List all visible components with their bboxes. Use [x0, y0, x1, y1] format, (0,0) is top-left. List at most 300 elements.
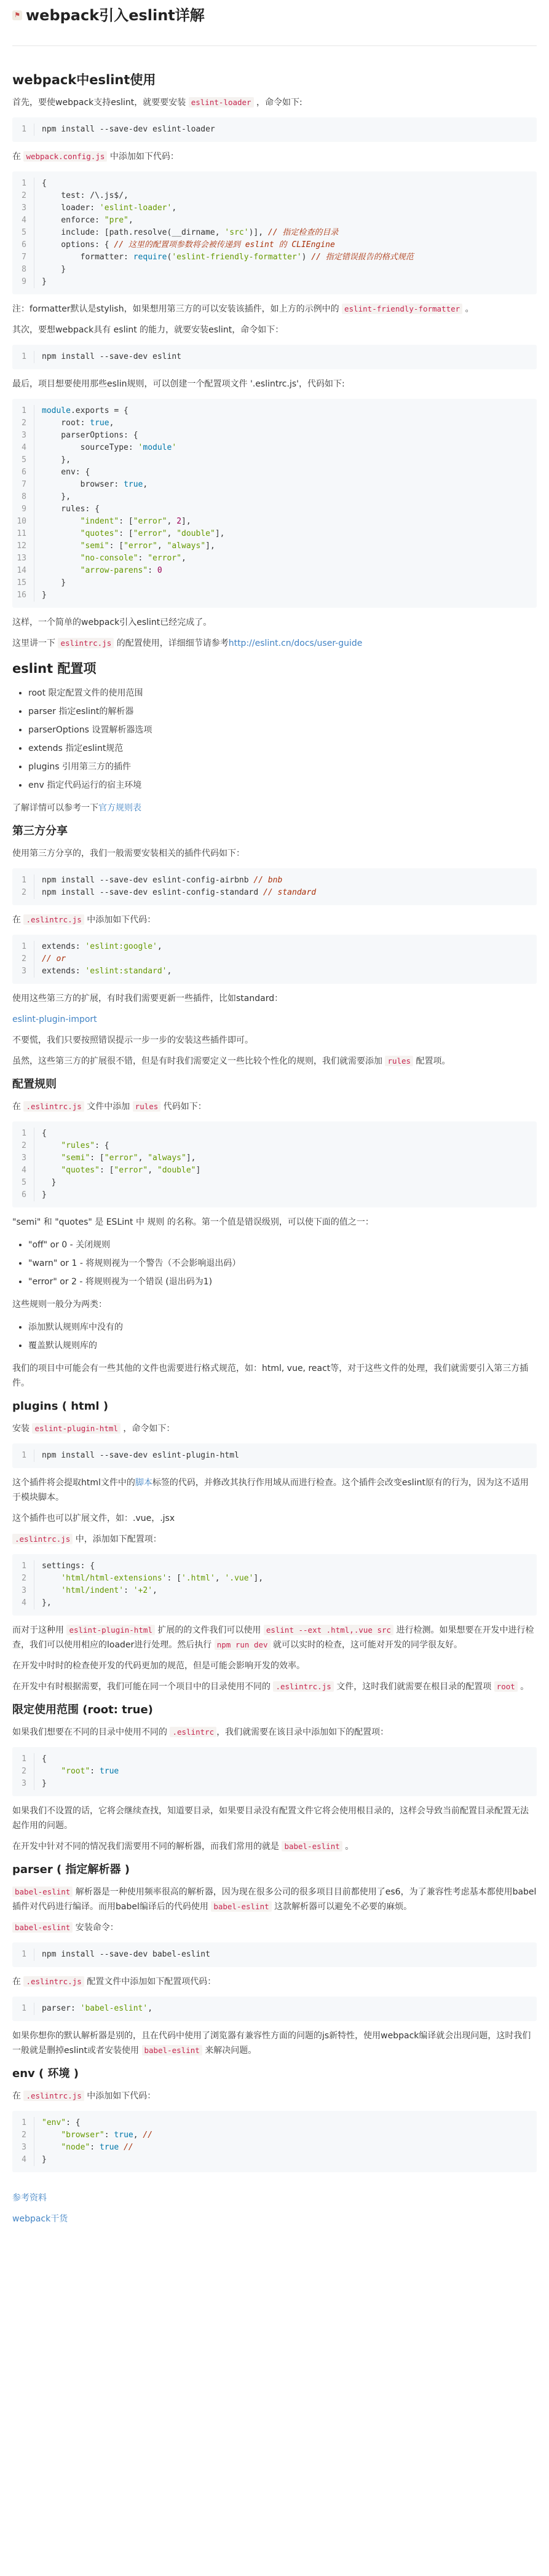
inline-code: .eslintrc	[170, 1727, 216, 1737]
code-text: settings: {	[42, 1561, 95, 1571]
inline-code: rules	[133, 1101, 161, 1112]
text: 在	[12, 152, 24, 162]
code-line	[12, 1164, 537, 1177]
code-text: test: /\.js$/,	[42, 191, 128, 200]
code-text: {	[42, 1129, 47, 1138]
line-number: 10	[12, 516, 34, 528]
code-line	[12, 239, 537, 251]
line-number: 4	[12, 1164, 34, 1177]
doc-icon: ⚑	[12, 10, 22, 20]
code-line	[12, 2003, 537, 2015]
inline-code: eslint-plugin-html	[32, 1423, 120, 1434]
code-text: 'html/indent': '+2',	[61, 1586, 157, 1595]
inline-code: babel-eslint	[282, 1841, 342, 1852]
paragraph-1	[12, 95, 537, 110]
code-text: }	[42, 591, 47, 600]
line-number: 14	[12, 565, 34, 577]
article-header	[12, 0, 537, 31]
text: 来解决问题。	[202, 2046, 257, 2056]
code-line	[12, 1189, 537, 1201]
text: 配置文件中添加如下配置项代码：	[84, 1977, 216, 1987]
line-number: 2	[12, 1573, 34, 1585]
inline-code: webpack.config.js	[23, 151, 107, 162]
line-number: 11	[12, 528, 34, 540]
line-number: 16	[12, 589, 34, 602]
code-text: }	[42, 2155, 47, 2164]
text: ，命令如下:	[253, 98, 302, 108]
line-number: 6	[12, 239, 34, 251]
line-number: 15	[12, 577, 34, 589]
text: 。	[462, 304, 474, 314]
text: 在	[12, 1102, 24, 1112]
webpack-tips-link[interactable]: webpack干货	[12, 2214, 68, 2224]
code-text: "indent": ["error", 2],	[80, 517, 191, 526]
line-number: 2	[12, 190, 34, 202]
code-text: loader: 'eslint-loader',	[42, 203, 177, 213]
code-text: "semi": ["error", "always"],	[61, 1153, 196, 1163]
code-text: "env": {	[42, 2118, 81, 2127]
paragraph-16: 这些规则一般分为两类：	[12, 1300, 107, 1310]
section-env-heading: env ( 环境 )	[12, 2067, 79, 2080]
list-item: • env 指定代码运行的宿主环境	[28, 776, 537, 795]
code-text: env: {	[42, 468, 90, 477]
code-text: "quotes": ["error", "double"]	[61, 1166, 201, 1175]
line-number: 3	[12, 1585, 34, 1597]
code-text: "root": true	[61, 1767, 119, 1776]
eslint-docs-link[interactable]: http://eslint.cn/docs/user-guide	[228, 638, 363, 648]
code-line	[12, 552, 537, 565]
text: 这款解析器可以避免不必要的麻烦。	[271, 1902, 413, 1912]
line-number: 4	[12, 1597, 34, 1609]
text: 在	[12, 2091, 24, 2101]
code-line	[12, 227, 537, 239]
section-rules-heading: 配置规则	[12, 1078, 57, 1091]
code-line	[12, 503, 537, 516]
paragraph-21	[12, 1532, 537, 1547]
line-number: 6	[12, 466, 34, 479]
line-number: 2	[12, 887, 34, 899]
code-text: "rules": {	[61, 1141, 109, 1150]
script-link[interactable]: 脚本	[135, 1478, 152, 1488]
section-root-heading: 限定使用范围 (root: true)	[12, 1703, 153, 1716]
paragraph-8	[12, 801, 537, 815]
code-text: npm install --save-dev eslint	[42, 352, 181, 361]
footer-link-webpack	[12, 2212, 537, 2226]
line-number: 5	[12, 454, 34, 466]
code-text: module.exports = {	[42, 406, 128, 415]
inline-code: babel-eslint	[211, 1901, 271, 1912]
list-item: • extends 指定eslint规范	[28, 739, 537, 758]
line-number: 3	[12, 2142, 34, 2154]
code-line	[12, 528, 537, 540]
list-item: • plugins 引用第三方的插件	[28, 758, 537, 776]
paragraph-12: 不要慌，我们只要按照错误提示一步一步的安装这些插件即可。	[12, 1035, 253, 1045]
inline-code: root	[494, 1681, 518, 1692]
inline-code: babel-eslint	[12, 1922, 73, 1933]
text: 如果我们想要在不同的目录中使用不同的	[12, 1727, 170, 1737]
paragraph-26: 如果我们不设置的话，它将会继续查找，知道要目录，如果要目录没有配置文件它将会使用根目录的，这样会导致当前配置目录配置无法起作用的问题。	[12, 1806, 529, 1831]
code-line	[12, 2129, 537, 2142]
list-item: • parserOptions 设置解析器选项	[28, 721, 537, 739]
inline-code: babel-eslint	[142, 2045, 202, 2056]
code-line	[12, 2154, 537, 2166]
code-line	[12, 516, 537, 528]
code-text: rules: {	[42, 505, 100, 514]
code-line	[12, 454, 537, 466]
text: 配置项。	[413, 1056, 451, 1066]
spacer	[12, 2180, 537, 2185]
paragraph-10	[12, 913, 537, 927]
text: 首先，要使webpack支持eslint，就要要安装	[12, 98, 189, 108]
code-block-eslintrc	[12, 399, 537, 608]
code-text: }	[42, 265, 66, 274]
inline-code: .eslintrc.js	[23, 1976, 84, 1987]
text: 安装命令：	[73, 1923, 119, 1933]
code-line	[12, 565, 537, 577]
code-block-rules	[12, 1121, 537, 1208]
line-number: 12	[12, 540, 34, 552]
code-line	[12, 941, 537, 953]
line-number: 1	[12, 1753, 34, 1765]
line-number: 2	[12, 953, 34, 965]
article-title: webpack引入eslint详解	[26, 7, 205, 24]
code-line	[12, 276, 537, 288]
line-number: 7	[12, 251, 34, 264]
levels-list	[28, 1236, 537, 1291]
inline-code: npm run dev	[215, 1639, 271, 1650]
line-number: 3	[12, 1778, 34, 1790]
code-line	[12, 405, 537, 417]
list-item: • "off" or 0 - 关闭规则	[28, 1236, 537, 1254]
line-number: 13	[12, 552, 34, 565]
paragraph-3	[12, 302, 537, 316]
code-text: npm install --save-dev eslint-config-standard // standard	[42, 888, 317, 897]
code-line	[12, 178, 537, 190]
inline-code: .eslintrc.js	[23, 1101, 84, 1112]
code-text: },	[42, 455, 71, 465]
code-text: root: true,	[42, 418, 114, 428]
inline-code: babel-eslint	[12, 1887, 73, 1897]
code-line	[12, 1765, 537, 1778]
code-line	[12, 1560, 537, 1573]
paragraph-23: 在开发中时时的检查使开发的代码更加的规范，但是可能会影响开发的效率。	[12, 1661, 305, 1671]
line-number: 9	[12, 503, 34, 516]
code-text: sourceType: 'module'	[42, 443, 177, 452]
code-block-cmd2	[12, 345, 537, 369]
code-text: 'html/html-extensions': ['.html', '.vue'],	[61, 1574, 264, 1583]
list-item: • root 限定配置文件的使用范围	[28, 684, 537, 702]
code-text: },	[42, 492, 71, 501]
paragraph-4: 其次，要想webpack具有 eslint 的能力，就要安装eslint，命令如下：	[12, 325, 284, 335]
code-text: npm install --save-dev eslint-loader	[42, 125, 215, 134]
paragraph-5: 最后，项目想要使用那些eslin规则，可以创建一个配置项文件 '.eslintrc.js'，代码如下:	[12, 379, 345, 389]
rules-table-link[interactable]: 官方规则表	[98, 803, 141, 813]
code-block-extends	[12, 935, 537, 984]
text: 。	[517, 1682, 529, 1692]
code-line	[12, 1778, 537, 1790]
inline-code: .eslintrc.js	[23, 914, 84, 925]
code-block-root	[12, 1747, 537, 1796]
code-block-airbnb	[12, 868, 537, 905]
text: 文件，这时我们就需要在根目录的配置项	[333, 1682, 494, 1692]
code-line	[12, 190, 537, 202]
text: 而对于这种用	[12, 1625, 67, 1635]
paragraph-9: 使用第三方分享的，我们一般需要安装相关的插件代码如下：	[12, 849, 245, 858]
eslint-plugin-import-link[interactable]: eslint-plugin-import	[12, 1015, 97, 1024]
text: 进行检测。如果想要在开发中进行检查，我们可以使用相应的loader进行处理。然后执行	[12, 1625, 534, 1650]
code-line	[12, 479, 537, 491]
text: 在	[12, 1977, 24, 1987]
code-line	[12, 491, 537, 503]
code-text: }	[42, 1190, 47, 1200]
line-number: 4	[12, 442, 34, 454]
inline-code: eslintrc.js	[58, 638, 114, 648]
code-line	[12, 124, 537, 136]
line-number: 2	[12, 1140, 34, 1152]
list-item: • 添加默认规则库中没有的	[28, 1318, 537, 1337]
code-text: enforce: "pre",	[42, 216, 133, 225]
line-number: 3	[12, 202, 34, 214]
text: 中添加如下代码：	[84, 915, 156, 925]
line-number: 1	[12, 1560, 34, 1573]
paragraph-24	[12, 1679, 537, 1694]
code-line	[12, 1585, 537, 1597]
code-text: extends: 'eslint:standard',	[42, 967, 172, 976]
text: 在开发中有时根据需要，我们可能在同一个项目中的目录使用不同的	[12, 1682, 274, 1692]
inline-code: .eslintrc.js	[273, 1681, 333, 1692]
line-number: 4	[12, 214, 34, 227]
text: 虽然，这些第三方的扩展很不错，但是有时我们需要定义一些比较个性化的规则，我们就需要添加	[12, 1056, 385, 1066]
code-line	[12, 202, 537, 214]
code-text: extends: 'eslint:google',	[42, 942, 162, 951]
text: 中添加如下代码：	[107, 152, 179, 162]
paragraph-31	[12, 2028, 537, 2058]
text: 在开发中针对不同的情况我们需要用不同的解析器，而我们常用的就是	[12, 1842, 282, 1852]
section-config-heading: eslint 配置项	[12, 661, 97, 676]
text: 这个插件将会提取html文件中的	[12, 1478, 135, 1488]
text: 的配置使用，详细细节请参考	[114, 638, 229, 648]
code-line	[12, 351, 537, 363]
paragraph-2	[12, 149, 537, 164]
code-line	[12, 1450, 537, 1462]
code-line	[12, 1177, 537, 1189]
list-item: • parser 指定eslint的解析器	[28, 702, 537, 721]
paragraph-25	[12, 1725, 537, 1740]
text: ，命令如下：	[120, 1424, 175, 1434]
line-number: 3	[12, 1152, 34, 1164]
code-text: "quotes": ["error", "double"],	[80, 529, 225, 538]
line-number: 1	[12, 351, 34, 363]
inline-code: rules	[385, 1056, 413, 1066]
code-line	[12, 466, 537, 479]
code-text: "no-console": "error",	[80, 554, 186, 563]
code-line	[12, 874, 537, 887]
code-line	[12, 1753, 537, 1765]
line-number: 1	[12, 2003, 34, 2015]
paragraph-18	[12, 1421, 537, 1436]
footer-link-references	[12, 2191, 537, 2205]
code-text: parser: 'babel-eslint',	[42, 2004, 153, 2013]
section-webpack-heading: webpack中eslint使用	[12, 73, 156, 87]
code-line	[12, 1152, 537, 1164]
text: 这里讲一下	[12, 638, 58, 648]
text: ，我们就需要在该目录中添加如下的配置项：	[216, 1727, 389, 1737]
code-block-env	[12, 2111, 537, 2172]
paragraph-11: 使用这些第三方的扩展，有时我们需要更新一些插件，比如standard：	[12, 994, 283, 1003]
paragraph-28	[12, 1885, 537, 1914]
code-text: {	[42, 179, 47, 188]
paragraph-30	[12, 1974, 537, 1989]
paragraph-19	[12, 1475, 537, 1505]
text: 了解详情可以参考一下	[12, 803, 98, 813]
text: 代码如下：	[160, 1102, 207, 1112]
code-line	[12, 442, 537, 454]
code-text: "arrow-parens": 0	[80, 566, 162, 575]
code-line	[12, 251, 537, 264]
text: 如果你想你的默认解析器是别的，且在代码中使用了浏览器有兼容性方面的问题的js新特性，使用webpack编译就会出现问题，这时我们一般就是删掉eslint或者安装使用	[12, 2031, 531, 2056]
line-number: 7	[12, 479, 34, 491]
text: 就可以实时的检查，这可能对开发的同学很友好。	[270, 1640, 462, 1650]
text: 扩展的的文件我们可以使用	[154, 1625, 264, 1635]
code-text: npm install --save-dev babel-eslint	[42, 1950, 210, 1959]
line-number: 1	[12, 1128, 34, 1140]
code-block-cmd3	[12, 1443, 537, 1468]
paragraph-17: 我们的项目中可能会有一些其他的文件也需要进行格式规范，如：html, vue, react等，对于这些文件的处理，我们就需要引入第三方插件。	[12, 1364, 529, 1388]
code-line	[12, 1128, 537, 1140]
code-text: }	[42, 1779, 47, 1788]
code-block-cmd4	[12, 1942, 537, 1967]
line-number: 1	[12, 941, 34, 953]
paragraph-20: 这个插件也可以扩展文件，如：.vue，.jsx	[12, 1514, 175, 1523]
paragraph-14	[12, 1099, 537, 1114]
section-plugins-heading: plugins ( html )	[12, 1400, 109, 1413]
paragraph-22	[12, 1623, 537, 1652]
paragraph-7	[12, 636, 537, 651]
line-number: 8	[12, 491, 34, 503]
code-text: "semi": ["error", "always"],	[80, 541, 215, 551]
line-number: 5	[12, 1177, 34, 1189]
text: 注：formatter默认是stylish，如果想用第三方的可以安装该插件，如上方的示例中的	[12, 304, 342, 314]
code-text: options: { // 这里的配置项参数将会被传递到 eslint 的 CLIEngine	[42, 240, 335, 249]
text: 标签的代码，并修改其执行作用域从而进行检查。这个插件会改变eslint原有的行为，因为这不适用于模块脚本。	[12, 1478, 529, 1502]
code-line	[12, 264, 537, 276]
code-line	[12, 540, 537, 552]
line-number: 6	[12, 1189, 34, 1201]
line-number: 8	[12, 264, 34, 276]
inline-code: .eslintrc.js	[23, 2091, 84, 2101]
code-line	[12, 2117, 537, 2129]
paragraph-29	[12, 1920, 537, 1935]
code-line	[12, 1949, 537, 1961]
line-number: 9	[12, 276, 34, 288]
inline-code: eslint --ext .html,.vue src	[264, 1625, 393, 1635]
code-text: }	[42, 1178, 57, 1187]
code-line	[12, 887, 537, 899]
title-divider	[12, 45, 537, 46]
line-number: 1	[12, 2117, 34, 2129]
code-line	[12, 577, 537, 589]
code-text: },	[42, 1598, 52, 1608]
line-number: 1	[12, 874, 34, 887]
rule-types-list	[28, 1318, 537, 1355]
code-text: }	[42, 277, 47, 286]
text: 。	[342, 1842, 354, 1852]
code-line	[12, 589, 537, 602]
section-parser-heading: parser ( 指定解析器 )	[12, 1863, 130, 1876]
code-text: include: [path.resolve(__dirname, 'src')], // 指定检查的目录	[42, 228, 339, 237]
paragraph-6: 这样，一个简单的webpack引入eslint已经完成了。	[12, 618, 212, 627]
code-text: browser: true,	[42, 480, 148, 489]
code-line	[12, 1597, 537, 1609]
references-link[interactable]: 参考资料	[12, 2193, 47, 2203]
inline-code: .eslintrc.js	[12, 1534, 73, 1544]
line-number: 3	[12, 430, 34, 442]
section-share-heading: 第三方分享	[12, 825, 68, 838]
code-text: "node": true //	[61, 2143, 133, 2152]
paragraph-27	[12, 1839, 537, 1854]
code-text: // or	[42, 954, 66, 964]
inline-code: eslint-loader	[189, 97, 254, 108]
text: 中添加如下代码：	[84, 2091, 156, 2101]
line-number: 3	[12, 965, 34, 978]
inline-code: eslint-plugin-html	[66, 1625, 154, 1635]
code-text: }	[42, 578, 66, 587]
text: 文件中添加	[84, 1102, 133, 1112]
line-number: 1	[12, 405, 34, 417]
line-number: 4	[12, 2154, 34, 2166]
code-line	[12, 430, 537, 442]
line-number: 2	[12, 1765, 34, 1778]
code-line	[12, 214, 537, 227]
line-number: 2	[12, 417, 34, 430]
line-number: 1	[12, 1949, 34, 1961]
code-block-html	[12, 1554, 537, 1616]
text: 安装	[12, 1424, 33, 1434]
line-number: 1	[12, 1450, 34, 1462]
list-item: • "error" or 2 - 将规则视为一个错误 (退出码为1)	[28, 1273, 537, 1291]
paragraph-import-link	[12, 1012, 537, 1027]
code-line	[12, 965, 537, 978]
code-line	[12, 417, 537, 430]
code-text: parserOptions: {	[42, 431, 138, 440]
text: 解析器是一种使用频率很高的解析器，因为现在很多公司的很多项目目前都使用了es6，为了兼容性考虑基本都使用babel插件对代码进行编译。而用babel编译后的代码使用	[12, 1887, 537, 1912]
code-block-parser	[12, 1997, 537, 2021]
code-text: npm install --save-dev eslint-plugin-html	[42, 1451, 239, 1460]
code-text: {	[42, 1754, 47, 1764]
code-line	[12, 953, 537, 965]
line-number: 1	[12, 124, 34, 136]
text: 中，添加如下配置项：	[73, 1534, 162, 1544]
line-number: 5	[12, 227, 34, 239]
list-item: • "warn" or 1 - 将规则视为一个警告（不会影响退出码）	[28, 1254, 537, 1273]
config-list	[28, 684, 537, 795]
paragraph-32	[12, 2089, 537, 2103]
code-text: formatter: require('eslint-friendly-formatter') // 指定错误报告的格式规范	[42, 253, 414, 262]
code-text: "browser": true, //	[61, 2130, 153, 2140]
paragraph-15: "semi" 和 "quotes" 是 ESLint 中 规则 的名称。第一个值是错误级别，可以使下面的值之一：	[12, 1217, 374, 1227]
text: 在	[12, 915, 24, 925]
code-line	[12, 2142, 537, 2154]
line-number: 1	[12, 178, 34, 190]
line-number: 2	[12, 2129, 34, 2142]
code-text: npm install --save-dev eslint-config-airbnb // bnb	[42, 876, 283, 885]
paragraph-13	[12, 1054, 537, 1069]
code-line	[12, 1140, 537, 1152]
code-block-cmd1	[12, 117, 537, 142]
code-block-loader	[12, 171, 537, 294]
inline-code: eslint-friendly-formatter	[342, 304, 462, 314]
code-line	[12, 1573, 537, 1585]
